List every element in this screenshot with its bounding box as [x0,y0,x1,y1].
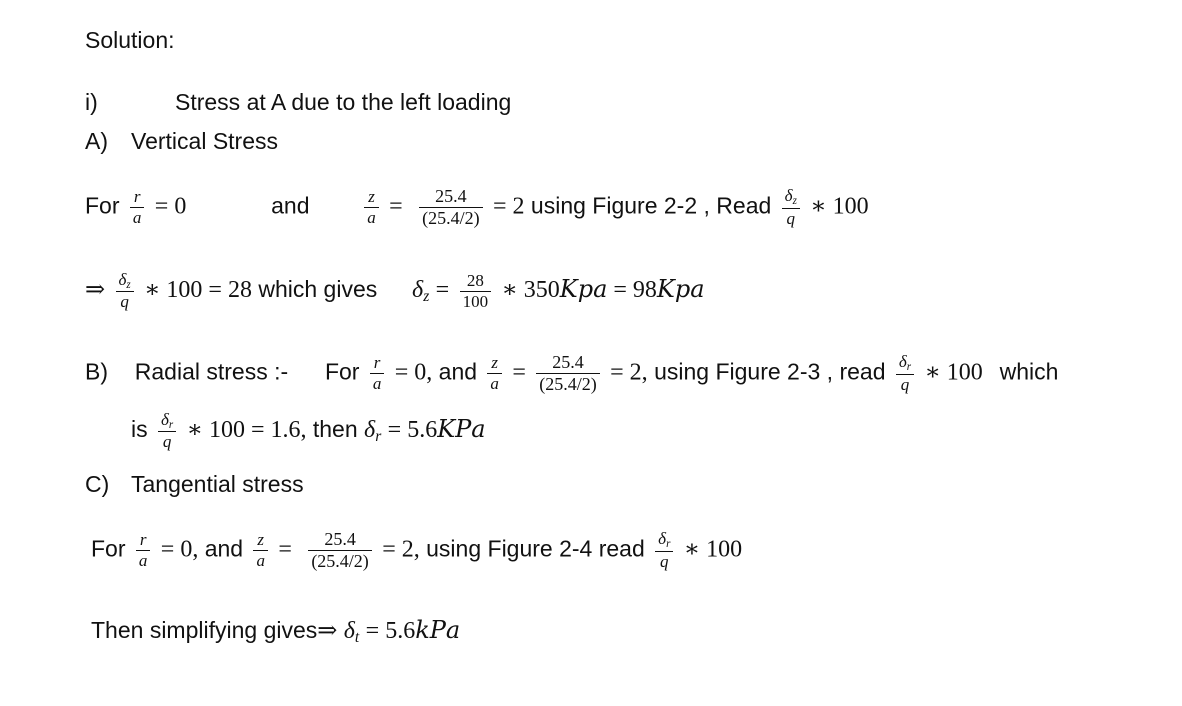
section-a-equation-1 [85,186,869,228]
vertical-stress-symbol: $\delta_z$ [412,277,430,305]
section-c-title: Tangential stress [131,471,304,497]
times-hundred: ∗ 100 [810,193,869,220]
stress-ratio-fraction: $\frac{\delta_z}{q}$ [116,270,134,312]
part-i-label: i) [85,89,98,115]
section-c-equation-2 [91,619,460,645]
then-text: then [312,416,358,443]
for-text: For [324,358,360,385]
part-i-title: Stress at A due to the left loading [175,89,512,115]
figure-reference-text: using Figure 2-3 , read [654,358,886,385]
z-over-a-fraction: $\frac{z}{a}$ [364,187,379,227]
equals-sign: = [435,277,450,304]
and-text: and [204,535,244,562]
which-text: which [999,358,1059,385]
r-over-a-fraction: $\frac{r}{a}$ [136,530,151,570]
section-a-label: A) [85,128,108,154]
percent-fraction: $\frac{28}{100}$ [460,271,492,311]
then-simplifying-text: Then simplifying gives [91,617,318,643]
times-hundred: ∗ 100 [924,359,983,386]
equals-zero: = 0 [154,193,187,220]
tangential-stress-result: = 5.6𝑘𝑃𝑎 [365,618,461,644]
r-over-a-fraction: $\frac{r}{a}$ [130,187,145,227]
implies-arrow-icon: ⇒ [317,618,338,644]
for-text: For [91,535,126,562]
times-hundred: ∗ 100 [683,536,743,563]
radial-stress-result: = 5.6𝐾𝑃𝑎 [387,417,486,444]
for-text: For [85,192,120,219]
equals-sign: = [512,359,526,386]
equals-two: = 2, [610,359,648,386]
stress-ratio-fraction: $\frac{\delta_r}{q}$ [896,352,914,394]
ratio-value-expression: ∗ 100 = 1.6, [186,417,307,444]
and-text: and [438,358,478,385]
equals-zero: = 0, [394,359,433,386]
stress-ratio-fraction: $\frac{\delta_z}{q}$ [782,186,800,228]
stress-ratio-fraction: $\frac{\delta_r}{q}$ [158,410,176,452]
implies-arrow-icon: ⇒ [85,277,106,304]
equals-sign: = [389,193,403,220]
is-text: is [131,416,148,443]
section-a-equation-2 [85,270,705,312]
figure-reference-text: using Figure 2-4 read [426,535,645,562]
radial-stress-symbol: $\delta_r$ [364,417,382,445]
depth-ratio-fraction: $\frac{25.4}{(25.4/2)}$ [419,186,483,228]
depth-ratio-fraction: $\frac{25.4}{(25.4/2)}$ [308,529,372,571]
equals-sign: = [278,536,292,563]
section-a-title: Vertical Stress [131,128,278,154]
section-b-equation-2 [131,410,486,452]
vertical-stress-result: ∗ 350𝐾𝑝𝑎 = 98𝐾𝑝𝑎 [501,277,705,304]
equals-two: = 2 [492,193,525,220]
equals-two: = 2, [382,536,420,563]
section-c-label: C) [85,471,110,497]
section-c-equation-1 [91,529,742,571]
r-over-a-fraction: $\frac{r}{a}$ [370,353,385,393]
section-b-label: B) [85,358,108,385]
tangential-stress-symbol: $\delta_t$ [343,618,360,646]
section-b-title: Radial stress :- [134,358,289,385]
and-text: and [271,192,310,219]
depth-ratio-fraction: $\frac{25.4}{(25.4/2)}$ [536,352,600,394]
equals-zero: = 0, [160,536,199,563]
section-b-equation-1 [85,352,1058,394]
solution-heading: Solution: [85,27,175,53]
figure-reference-text: using Figure 2-2 , Read [530,192,772,219]
z-over-a-fraction: $\frac{z}{a}$ [253,530,268,570]
z-over-a-fraction: $\frac{z}{a}$ [487,353,502,393]
stress-ratio-fraction: $\frac{\delta_r}{q}$ [655,529,673,571]
which-gives-text: which gives [258,276,378,303]
ratio-value-expression: ∗ 100 = 28 [144,277,252,304]
